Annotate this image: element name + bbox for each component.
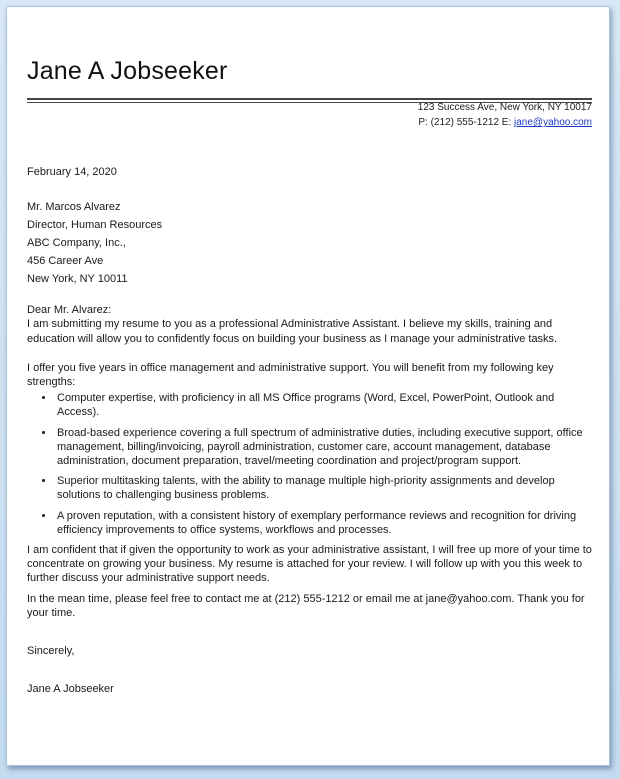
recipient-name: Mr. Marcos Alvarez [27,201,121,214]
paragraph-contact: In the mean time, please feel free to contact me at (212) 555-1212 or email me at jane@yahoo.com. Thank you for your time. [27,592,585,619]
recipient-title: Director, Human Resources [27,219,163,232]
applicant-name: Jane A Jobseeker [27,57,228,85]
paragraph-confidence: I am confident that if given the opportunity to work as your administrative assistant, I will free up more of your time to concentrate on growing your business. My resume is attached for your review. I will follow up with you this week to further discuss your administrative support needs. [27,544,592,585]
signature: Jane A Jobseeker [27,683,114,696]
list-item: • A proven reputation, with a consistent history of exemplary performance reviews and recognition for driving efficiency improvements to office systems, workflows and processes. [55,509,593,537]
list-item: • Broad-based experience covering a full spectrum of administrative duties, including executive support, office management, billing/invoicing, payroll administration, customer care, account management, database administration, document preparation, travel/meeting coordination and project/program support. [55,426,593,469]
paragraph-strengths: I offer you five years in office management and administrative support. You will benefit from my following key strengths: [27,361,554,389]
contact-address: 123 Success Ave, New York, NY 10017 [417,102,592,113]
contact-phone: P: (212) 555-1212 E: [418,117,515,128]
list-item: • Computer expertise, with proficiency in all MS Office programs (Word, Excel, PowerPoint, Outlook and Access). [55,391,593,419]
list-item: • Superior multitasking talents, with the ability to manage multiple high-priority assignments and develop solutions to challenging business problems. [55,474,593,502]
contact-phone-email [418,117,592,128]
recipient-city: New York, NY 10011 [27,273,128,286]
letter-body [27,165,593,696]
closing: Sincerely, [27,645,75,658]
paragraph-intro: I am submitting my resume to you as a professional Administrative Assistant. I believe my skills, training and education will allow you to confidently focus on building your business as I manage your administrative tasks. [27,318,558,345]
letter-page [6,6,610,766]
letter-date: February 14, 2020 [27,166,117,178]
header-rule-thick [27,98,592,100]
salutation: Dear Mr. Alvarez: [27,304,112,317]
recipient-street: 456 Career Ave [27,255,104,268]
email-link[interactable]: jane@yahoo.com [514,117,592,128]
strengths-list [27,391,593,537]
recipient-company: ABC Company, Inc., [27,237,126,250]
